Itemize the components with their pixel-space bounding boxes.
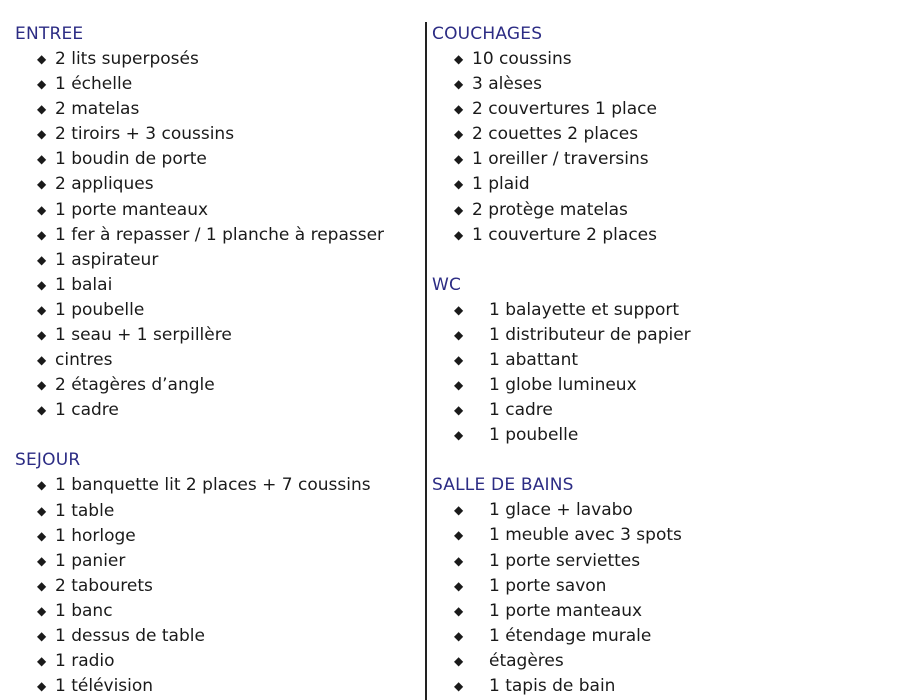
diamond-bullet-icon: ◆ [37,603,47,618]
list-item-text: 1 poubelle [55,299,145,320]
section-heading: SEJOUR [15,450,81,471]
diamond-bullet-icon: ◆ [37,252,47,267]
list-item-text: 1 porte serviettes [489,550,641,571]
section-salle-de-bains [432,473,892,699]
diamond-bullet-icon: ◆ [37,353,47,368]
list-item-text: 1 plaid [472,174,530,195]
diamond-bullet-icon: ◆ [454,177,464,192]
list-item-text: 2 couvertures 1 place [472,99,657,120]
section-heading: WC [432,274,462,295]
list-item-text: 1 dessus de table [55,625,205,646]
diamond-bullet-icon: ◆ [37,503,47,518]
list-item [15,649,415,674]
section-sejour [15,448,415,699]
diamond-bullet-icon: ◆ [37,528,47,543]
list-item [432,523,892,548]
list-item-text: 1 porte manteaux [55,199,209,220]
list-item-text: 1 télévision [55,676,154,697]
list-item [432,674,892,699]
list-item [432,574,892,599]
diamond-bullet-icon: ◆ [454,378,464,393]
list-item [432,498,892,523]
list-item-text: 2 lits superposés [55,49,199,69]
diamond-bullet-icon: ◆ [454,403,464,418]
list-item-text: 1 abattant [489,349,579,370]
list-item [432,122,892,147]
diamond-bullet-icon: ◆ [454,553,464,568]
list-item-text: 1 horloge [55,525,136,546]
list-item [15,47,415,72]
section-heading: ENTREE [15,24,84,44]
list-item [15,248,415,273]
list-item-text: 2 tabourets [55,575,153,596]
item-list [15,473,415,699]
item-list [432,298,892,449]
list-item-text: 1 porte savon [489,575,607,596]
list-item [15,473,415,498]
list-item-text: 2 protège matelas [472,199,628,220]
diamond-bullet-icon: ◆ [37,202,47,217]
list-item [432,599,892,624]
list-item-text: 1 aspirateur [55,249,159,270]
list-item-text: 1 échelle [55,74,133,95]
list-item-text: 1 panier [55,550,126,571]
diamond-bullet-icon: ◆ [454,77,464,92]
item-list [432,498,892,699]
list-item [432,147,892,172]
list-item-text: étagères [489,650,564,671]
left-column [15,22,415,699]
list-item [15,273,415,298]
list-item-text: 2 matelas [55,99,140,120]
list-item-text: 1 cadre [489,400,553,421]
list-item [15,72,415,97]
list-item-text: 1 étendage murale [489,625,652,646]
list-item [15,398,415,423]
list-item-text: 1 tapis de bain [489,675,616,696]
diamond-bullet-icon: ◆ [454,127,464,142]
list-item [15,122,415,147]
list-item-text: 1 banquette lit 2 places + 7 coussins [55,475,371,496]
diamond-bullet-icon: ◆ [37,152,47,167]
diamond-bullet-icon: ◆ [37,227,47,242]
list-item-text: 1 couverture 2 places [472,224,657,245]
list-item [432,398,892,423]
diamond-bullet-icon: ◆ [37,578,47,593]
diamond-bullet-icon: ◆ [454,678,464,693]
list-item-text: 10 coussins [472,49,572,69]
diamond-bullet-icon: ◆ [37,102,47,117]
list-item [432,97,892,122]
diamond-bullet-icon: ◆ [37,378,47,393]
diamond-bullet-icon: ◆ [454,152,464,167]
list-item [15,524,415,549]
list-item [432,624,892,649]
list-item [432,649,892,674]
list-item [432,298,892,323]
list-item [15,499,415,524]
list-item [15,97,415,122]
list-item-text: 1 fer à repasser / 1 planche à repasser [55,224,385,245]
diamond-bullet-icon: ◆ [37,553,47,568]
list-item [432,373,892,398]
list-item [15,172,415,197]
column-divider [425,22,427,700]
list-item-text: 2 étagères d’angle [55,375,215,396]
list-item-text: 1 boudin de porte [55,149,207,170]
list-item [432,323,892,348]
diamond-bullet-icon: ◆ [454,52,464,66]
diamond-bullet-icon: ◆ [37,679,47,694]
diamond-bullet-icon: ◆ [37,127,47,142]
list-item-text: 1 meuble avec 3 spots [489,525,682,546]
section-couchages [432,22,892,248]
list-item-text: 2 tiroirs + 3 coussins [55,124,235,145]
item-list [15,47,415,423]
diamond-bullet-icon: ◆ [454,428,464,443]
list-item [15,549,415,574]
section-heading: SALLE DE BAINS [432,475,574,496]
diamond-bullet-icon: ◆ [37,77,47,92]
section-wc [432,273,892,449]
item-list [432,47,892,248]
diamond-bullet-icon: ◆ [454,603,464,618]
list-item-text: 1 porte manteaux [489,600,643,621]
diamond-bullet-icon: ◆ [454,302,464,317]
section-entree [15,22,415,423]
diamond-bullet-icon: ◆ [37,654,47,669]
list-item [15,147,415,172]
diamond-bullet-icon: ◆ [454,227,464,242]
diamond-bullet-icon: ◆ [454,352,464,367]
diamond-bullet-icon: ◆ [37,302,47,317]
diamond-bullet-icon: ◆ [454,327,464,342]
list-item-text: 1 radio [55,651,115,672]
diamond-bullet-icon: ◆ [37,277,47,292]
list-item-text: 1 distributeur de papier [489,324,691,345]
list-item [432,47,892,72]
diamond-bullet-icon: ◆ [37,628,47,643]
diamond-bullet-icon: ◆ [454,653,464,668]
diamond-bullet-icon: ◆ [454,202,464,217]
list-item-text: cintres [55,350,113,371]
list-item [15,624,415,649]
diamond-bullet-icon: ◆ [454,503,464,518]
diamond-bullet-icon: ◆ [454,102,464,117]
list-item-text: 1 banc [55,600,113,621]
list-item [432,223,892,248]
list-item [15,223,415,248]
list-item [15,298,415,323]
list-item [432,348,892,373]
diamond-bullet-icon: ◆ [37,328,47,343]
diamond-bullet-icon: ◆ [37,177,47,192]
list-item-text: 2 couettes 2 places [472,124,639,145]
list-item-text: 1 balayette et support [489,299,680,320]
list-item [432,198,892,223]
list-item-text: 1 seau + 1 serpillère [55,325,232,346]
list-item-text: 1 cadre [55,400,119,421]
diamond-bullet-icon: ◆ [37,478,47,493]
list-item-text: 3 alèses [472,74,542,95]
right-column [432,22,892,699]
diamond-bullet-icon: ◆ [37,403,47,418]
list-item [15,674,415,699]
list-item-text: 1 table [55,500,115,521]
list-item-text: 1 glace + lavabo [489,500,633,521]
list-item [432,172,892,197]
diamond-bullet-icon: ◆ [454,628,464,643]
section-heading: COUCHAGES [432,24,543,44]
diamond-bullet-icon: ◆ [454,578,464,593]
diamond-bullet-icon: ◆ [454,528,464,543]
list-item-text: 1 balai [55,274,113,295]
list-item [15,373,415,398]
list-item [15,599,415,624]
list-item [432,549,892,574]
list-item-text: 2 appliques [55,174,154,195]
list-item [15,574,415,599]
list-item [15,323,415,348]
list-item-text: 1 oreiller / traversins [472,149,649,170]
list-item [15,198,415,223]
list-item [432,423,892,448]
list-item-text: 1 globe lumineux [489,375,637,396]
diamond-bullet-icon: ◆ [37,52,47,66]
list-item-text: 1 poubelle [489,425,579,446]
list-item [432,72,892,97]
list-item [15,348,415,373]
